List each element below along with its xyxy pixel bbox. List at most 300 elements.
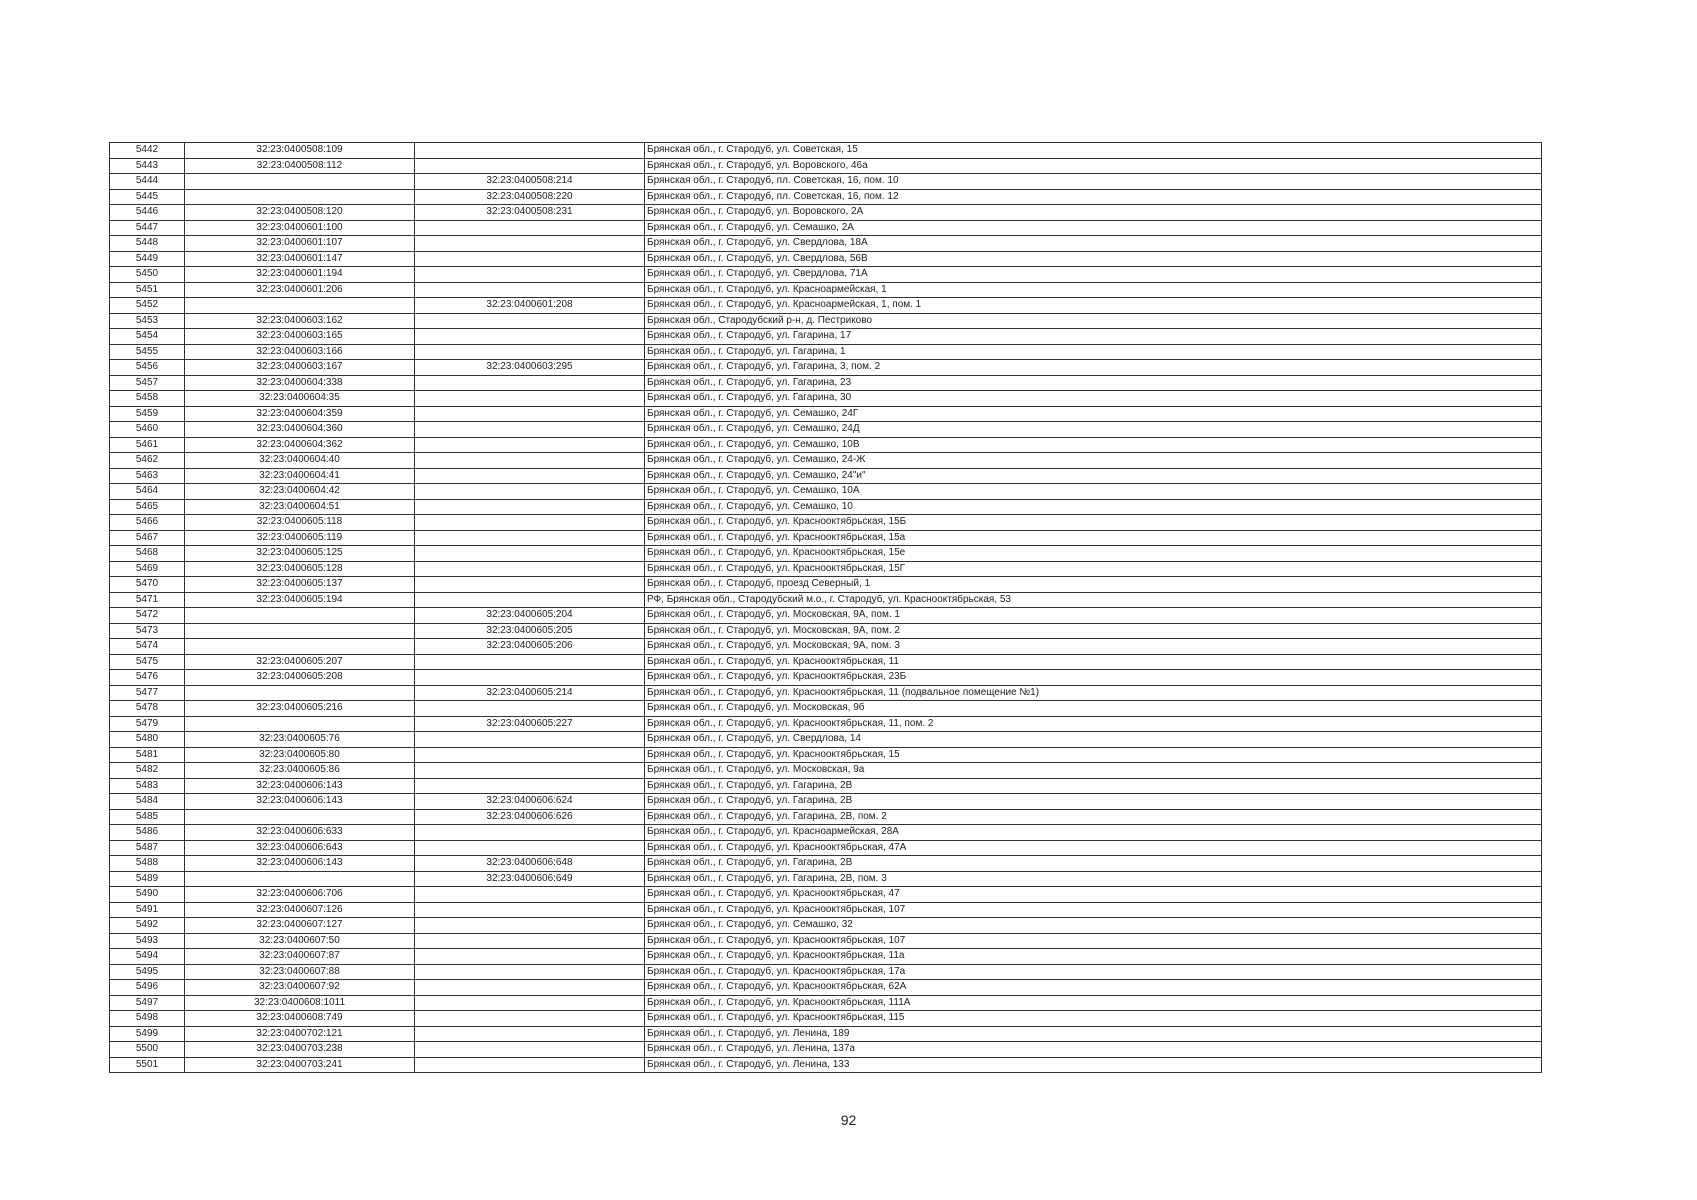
table-row — [110, 654, 1542, 670]
row-number-cell: 5459 — [110, 406, 185, 422]
cadastral-number-cell: 32:23:0400604:359 — [185, 406, 415, 422]
table-row — [110, 251, 1542, 267]
sub-cadastral-number-cell — [415, 267, 645, 283]
address-cell: Брянская обл., г. Стародуб, ул. Гагарина, 17 — [645, 329, 1542, 345]
cadastral-number-cell — [185, 871, 415, 887]
cadastral-number-cell: 32:23:0400508:120 — [185, 205, 415, 221]
row-number-cell: 5449 — [110, 251, 185, 267]
sub-cadastral-number-cell — [415, 251, 645, 267]
cadastral-number-cell: 32:23:0400605:86 — [185, 763, 415, 779]
sub-cadastral-number-cell — [415, 654, 645, 670]
cadastral-number-cell: 32:23:0400605:208 — [185, 670, 415, 686]
address-cell: Брянская обл., г. Стародуб, ул. Красноармейская, 1 — [645, 282, 1542, 298]
sub-cadastral-number-cell — [415, 484, 645, 500]
table-row — [110, 437, 1542, 453]
cadastral-number-cell: 32:23:0400703:241 — [185, 1057, 415, 1073]
cadastral-number-cell: 32:23:0400605:207 — [185, 654, 415, 670]
table-row — [110, 918, 1542, 934]
table-row — [110, 747, 1542, 763]
address-cell: Брянская обл., г. Стародуб, ул. Семашко, 10В — [645, 437, 1542, 453]
row-number-cell: 5472 — [110, 608, 185, 624]
row-number-cell: 5478 — [110, 701, 185, 717]
property-registry-table — [109, 142, 1542, 1073]
address-cell: Брянская обл., г. Стародуб, ул. Краснооктябрьская, 11 (подвальное помещение №1) — [645, 685, 1542, 701]
sub-cadastral-number-cell — [415, 1026, 645, 1042]
row-number-cell: 5455 — [110, 344, 185, 360]
table-row — [110, 887, 1542, 903]
sub-cadastral-number-cell — [415, 747, 645, 763]
cadastral-number-cell: 32:23:0400608:749 — [185, 1011, 415, 1027]
address-cell: Брянская обл., г. Стародуб, ул. Гагарина, 3, пом. 2 — [645, 360, 1542, 376]
table-row — [110, 794, 1542, 810]
table-row — [110, 1057, 1542, 1073]
sub-cadastral-number-cell: 32:23:0400606:648 — [415, 856, 645, 872]
table-row — [110, 484, 1542, 500]
cadastral-number-cell: 32:23:0400606:143 — [185, 794, 415, 810]
address-cell: Брянская обл., г. Стародуб, ул. Краснооктябрьская, 17а — [645, 964, 1542, 980]
address-cell: Брянская обл., г. Стародуб, ул. Московская, 9А, пом. 3 — [645, 639, 1542, 655]
cadastral-number-cell: 32:23:0400703:238 — [185, 1042, 415, 1058]
sub-cadastral-number-cell: 32:23:0400603:295 — [415, 360, 645, 376]
cadastral-number-cell: 32:23:0400605:76 — [185, 732, 415, 748]
sub-cadastral-number-cell — [415, 158, 645, 174]
table-row — [110, 422, 1542, 438]
sub-cadastral-number-cell — [415, 499, 645, 515]
cadastral-number-cell: 32:23:0400605:216 — [185, 701, 415, 717]
row-number-cell: 5501 — [110, 1057, 185, 1073]
row-number-cell: 5487 — [110, 840, 185, 856]
sub-cadastral-number-cell — [415, 530, 645, 546]
cadastral-number-cell: 32:23:0400601:107 — [185, 236, 415, 252]
address-cell: Брянская обл., г. Стародуб, ул. Воровского, 2А — [645, 205, 1542, 221]
cadastral-number-cell: 32:23:0400607:92 — [185, 980, 415, 996]
row-number-cell: 5444 — [110, 174, 185, 190]
table-row — [110, 623, 1542, 639]
row-number-cell: 5470 — [110, 577, 185, 593]
row-number-cell: 5451 — [110, 282, 185, 298]
address-cell: Брянская обл., г. Стародуб, ул. Московская, 9А, пом. 2 — [645, 623, 1542, 639]
table-row — [110, 468, 1542, 484]
row-number-cell: 5484 — [110, 794, 185, 810]
sub-cadastral-number-cell — [415, 561, 645, 577]
cadastral-number-cell: 32:23:0400608:1011 — [185, 995, 415, 1011]
sub-cadastral-number-cell — [415, 763, 645, 779]
cadastral-number-cell — [185, 639, 415, 655]
property-registry-body — [110, 143, 1542, 1073]
cadastral-number-cell: 32:23:0400606:143 — [185, 778, 415, 794]
sub-cadastral-number-cell: 32:23:0400508:220 — [415, 189, 645, 205]
table-row — [110, 158, 1542, 174]
cadastral-number-cell: 32:23:0400604:51 — [185, 499, 415, 515]
cadastral-number-cell: 32:23:0400606:706 — [185, 887, 415, 903]
address-cell: Брянская обл., г. Стародуб, ул. Краснооктябрьская, 107 — [645, 902, 1542, 918]
table-row — [110, 344, 1542, 360]
address-cell: Брянская обл., г. Стародуб, ул. Краснооктябрьская, 15е — [645, 546, 1542, 562]
sub-cadastral-number-cell: 32:23:0400605:214 — [415, 685, 645, 701]
sub-cadastral-number-cell — [415, 220, 645, 236]
table-row — [110, 143, 1542, 159]
sub-cadastral-number-cell — [415, 546, 645, 562]
row-number-cell: 5468 — [110, 546, 185, 562]
table-row — [110, 592, 1542, 608]
row-number-cell: 5458 — [110, 391, 185, 407]
row-number-cell: 5477 — [110, 685, 185, 701]
sub-cadastral-number-cell: 32:23:0400606:649 — [415, 871, 645, 887]
table-row — [110, 949, 1542, 965]
cadastral-number-cell — [185, 623, 415, 639]
row-number-cell: 5469 — [110, 561, 185, 577]
cadastral-number-cell — [185, 298, 415, 314]
row-number-cell: 5482 — [110, 763, 185, 779]
row-number-cell: 5488 — [110, 856, 185, 872]
address-cell: Брянская обл., г. Стародуб, ул. Гагарина, 2В — [645, 856, 1542, 872]
table-row — [110, 220, 1542, 236]
sub-cadastral-number-cell — [415, 313, 645, 329]
row-number-cell: 5499 — [110, 1026, 185, 1042]
table-row — [110, 189, 1542, 205]
cadastral-number-cell: 32:23:0400603:162 — [185, 313, 415, 329]
table-row — [110, 980, 1542, 996]
table-row — [110, 236, 1542, 252]
table-row — [110, 964, 1542, 980]
address-cell: Брянская обл., г. Стародуб, ул. Семашко, 10А — [645, 484, 1542, 500]
sub-cadastral-number-cell — [415, 391, 645, 407]
address-cell: Брянская обл., г. Стародуб, пл. Советская, 16, пом. 10 — [645, 174, 1542, 190]
table-row — [110, 174, 1542, 190]
table-row — [110, 871, 1542, 887]
table-row — [110, 360, 1542, 376]
row-number-cell: 5463 — [110, 468, 185, 484]
row-number-cell: 5473 — [110, 623, 185, 639]
address-cell: Брянская обл., г. Стародуб, ул. Московская, 9а — [645, 763, 1542, 779]
table-row — [110, 391, 1542, 407]
table-row — [110, 406, 1542, 422]
cadastral-number-cell: 32:23:0400605:125 — [185, 546, 415, 562]
row-number-cell: 5490 — [110, 887, 185, 903]
cadastral-number-cell: 32:23:0400604:42 — [185, 484, 415, 500]
address-cell: Брянская обл., г. Стародуб, ул. Семашко, 2А — [645, 220, 1542, 236]
row-number-cell: 5464 — [110, 484, 185, 500]
cadastral-number-cell: 32:23:0400604:360 — [185, 422, 415, 438]
address-cell: Брянская обл., г. Стародуб, ул. Краснооктябрьская, 115 — [645, 1011, 1542, 1027]
sub-cadastral-number-cell — [415, 282, 645, 298]
address-cell: Брянская обл., г. Стародуб, ул. Гагарина, 2В, пом. 3 — [645, 871, 1542, 887]
sub-cadastral-number-cell — [415, 887, 645, 903]
row-number-cell: 5476 — [110, 670, 185, 686]
table-row — [110, 515, 1542, 531]
row-number-cell: 5497 — [110, 995, 185, 1011]
sub-cadastral-number-cell — [415, 592, 645, 608]
table-row — [110, 530, 1542, 546]
cadastral-number-cell: 32:23:0400607:87 — [185, 949, 415, 965]
address-cell: Брянская обл., г. Стародуб, ул. Красноармейская, 28А — [645, 825, 1542, 841]
row-number-cell: 5462 — [110, 453, 185, 469]
cadastral-number-cell — [185, 685, 415, 701]
cadastral-number-cell: 32:23:0400605:119 — [185, 530, 415, 546]
table-row — [110, 499, 1542, 515]
address-cell: Брянская обл., г. Стародуб, ул. Воровского, 46а — [645, 158, 1542, 174]
sub-cadastral-number-cell — [415, 902, 645, 918]
cadastral-number-cell — [185, 716, 415, 732]
row-number-cell: 5467 — [110, 530, 185, 546]
row-number-cell: 5491 — [110, 902, 185, 918]
sub-cadastral-number-cell — [415, 670, 645, 686]
address-cell: Брянская обл., г. Стародуб, ул. Краснооктябрьская, 47А — [645, 840, 1542, 856]
address-cell: Брянская обл., г. Стародуб, ул. Краснооктябрьская, 47 — [645, 887, 1542, 903]
sub-cadastral-number-cell — [415, 980, 645, 996]
row-number-cell: 5483 — [110, 778, 185, 794]
table-row — [110, 639, 1542, 655]
table-row — [110, 933, 1542, 949]
row-number-cell: 5450 — [110, 267, 185, 283]
table-row — [110, 840, 1542, 856]
cadastral-number-cell — [185, 174, 415, 190]
cadastral-number-cell: 32:23:0400607:126 — [185, 902, 415, 918]
table-row — [110, 701, 1542, 717]
sub-cadastral-number-cell — [415, 515, 645, 531]
sub-cadastral-number-cell — [415, 778, 645, 794]
row-number-cell: 5481 — [110, 747, 185, 763]
table-row — [110, 375, 1542, 391]
sub-cadastral-number-cell — [415, 840, 645, 856]
cadastral-number-cell: 32:23:0400603:167 — [185, 360, 415, 376]
row-number-cell: 5492 — [110, 918, 185, 934]
cadastral-number-cell: 32:23:0400607:88 — [185, 964, 415, 980]
address-cell: Брянская обл., г. Стародуб, ул. Краснооктябрьская, 15а — [645, 530, 1542, 546]
row-number-cell: 5454 — [110, 329, 185, 345]
sub-cadastral-number-cell — [415, 701, 645, 717]
row-number-cell: 5456 — [110, 360, 185, 376]
cadastral-number-cell: 32:23:0400601:194 — [185, 267, 415, 283]
sub-cadastral-number-cell — [415, 1011, 645, 1027]
row-number-cell: 5445 — [110, 189, 185, 205]
address-cell: Брянская обл., г. Стародуб, ул. Краснооктябрьская, 62А — [645, 980, 1542, 996]
address-cell: Брянская обл., г. Стародуб, ул. Гагарина, 2В — [645, 778, 1542, 794]
table-row — [110, 298, 1542, 314]
table-row — [110, 608, 1542, 624]
table-row — [110, 313, 1542, 329]
sub-cadastral-number-cell — [415, 577, 645, 593]
sub-cadastral-number-cell — [415, 143, 645, 159]
sub-cadastral-number-cell: 32:23:0400605:206 — [415, 639, 645, 655]
cadastral-number-cell: 32:23:0400702:121 — [185, 1026, 415, 1042]
row-number-cell: 5457 — [110, 375, 185, 391]
sub-cadastral-number-cell — [415, 422, 645, 438]
sub-cadastral-number-cell: 32:23:0400605:205 — [415, 623, 645, 639]
address-cell: Брянская обл., г. Стародуб, ул. Ленина, 133 — [645, 1057, 1542, 1073]
address-cell: Брянская обл., Стародубский р-н, д. Пестриково — [645, 313, 1542, 329]
address-cell: Брянская обл., г. Стародуб, ул. Семашко, 24Д — [645, 422, 1542, 438]
cadastral-number-cell — [185, 608, 415, 624]
row-number-cell: 5465 — [110, 499, 185, 515]
sub-cadastral-number-cell: 32:23:0400508:231 — [415, 205, 645, 221]
sub-cadastral-number-cell — [415, 918, 645, 934]
sub-cadastral-number-cell: 32:23:0400601:208 — [415, 298, 645, 314]
cadastral-number-cell — [185, 809, 415, 825]
sub-cadastral-number-cell — [415, 825, 645, 841]
sub-cadastral-number-cell — [415, 236, 645, 252]
address-cell: Брянская обл., г. Стародуб, ул. Семашко, 24-Ж — [645, 453, 1542, 469]
table-row — [110, 732, 1542, 748]
address-cell: Брянская обл., г. Стародуб, ул. Свердлова, 18А — [645, 236, 1542, 252]
row-number-cell: 5443 — [110, 158, 185, 174]
row-number-cell: 5475 — [110, 654, 185, 670]
cadastral-number-cell: 32:23:0400604:35 — [185, 391, 415, 407]
address-cell: Брянская обл., г. Стародуб, ул. Свердлова, 56В — [645, 251, 1542, 267]
row-number-cell: 5493 — [110, 933, 185, 949]
row-number-cell: 5486 — [110, 825, 185, 841]
row-number-cell: 5495 — [110, 964, 185, 980]
address-cell: Брянская обл., г. Стародуб, проезд Северный, 1 — [645, 577, 1542, 593]
sub-cadastral-number-cell: 32:23:0400606:626 — [415, 809, 645, 825]
table-row — [110, 1026, 1542, 1042]
cadastral-number-cell: 32:23:0400607:127 — [185, 918, 415, 934]
address-cell: Брянская обл., г. Стародуб, ул. Советская, 15 — [645, 143, 1542, 159]
table-row — [110, 577, 1542, 593]
table-row — [110, 1042, 1542, 1058]
table-row — [110, 809, 1542, 825]
address-cell: Брянская обл., г. Стародуб, ул. Свердлова, 14 — [645, 732, 1542, 748]
row-number-cell: 5461 — [110, 437, 185, 453]
row-number-cell: 5479 — [110, 716, 185, 732]
cadastral-number-cell: 32:23:0400603:165 — [185, 329, 415, 345]
table-row — [110, 685, 1542, 701]
address-cell: Брянская обл., г. Стародуб, ул. Красноармейская, 1, пом. 1 — [645, 298, 1542, 314]
sub-cadastral-number-cell — [415, 949, 645, 965]
sub-cadastral-number-cell — [415, 468, 645, 484]
row-number-cell: 5446 — [110, 205, 185, 221]
address-cell: Брянская обл., г. Стародуб, ул. Краснооктябрьская, 23Б — [645, 670, 1542, 686]
sub-cadastral-number-cell — [415, 406, 645, 422]
row-number-cell: 5474 — [110, 639, 185, 655]
cadastral-number-cell: 32:23:0400606:633 — [185, 825, 415, 841]
address-cell: Брянская обл., г. Стародуб, ул. Гагарина, 1 — [645, 344, 1542, 360]
row-number-cell: 5489 — [110, 871, 185, 887]
table-row — [110, 1011, 1542, 1027]
sub-cadastral-number-cell — [415, 732, 645, 748]
sub-cadastral-number-cell — [415, 329, 645, 345]
cadastral-number-cell: 32:23:0400601:206 — [185, 282, 415, 298]
address-cell: Брянская обл., г. Стародуб, пл. Советская, 16, пом. 12 — [645, 189, 1542, 205]
cadastral-number-cell: 32:23:0400604:362 — [185, 437, 415, 453]
cadastral-number-cell: 32:23:0400605:137 — [185, 577, 415, 593]
cadastral-number-cell: 32:23:0400601:100 — [185, 220, 415, 236]
row-number-cell: 5496 — [110, 980, 185, 996]
page-number: 92 — [840, 1112, 857, 1128]
cadastral-number-cell: 32:23:0400605:194 — [185, 592, 415, 608]
table-row — [110, 763, 1542, 779]
address-cell: Брянская обл., г. Стародуб, ул. Краснооктябрьская, 11, пом. 2 — [645, 716, 1542, 732]
cadastral-number-cell — [185, 189, 415, 205]
table-row — [110, 902, 1542, 918]
address-cell: Брянская обл., г. Стародуб, ул. Московская, 9б — [645, 701, 1542, 717]
row-number-cell: 5471 — [110, 592, 185, 608]
cadastral-number-cell: 32:23:0400606:643 — [185, 840, 415, 856]
row-number-cell: 5460 — [110, 422, 185, 438]
cadastral-number-cell: 32:23:0400605:128 — [185, 561, 415, 577]
row-number-cell: 5480 — [110, 732, 185, 748]
sub-cadastral-number-cell — [415, 1057, 645, 1073]
cadastral-number-cell: 32:23:0400508:112 — [185, 158, 415, 174]
table-row — [110, 716, 1542, 732]
cadastral-number-cell: 32:23:0400601:147 — [185, 251, 415, 267]
row-number-cell: 5452 — [110, 298, 185, 314]
row-number-cell: 5466 — [110, 515, 185, 531]
sub-cadastral-number-cell — [415, 1042, 645, 1058]
table-row — [110, 453, 1542, 469]
address-cell: Брянская обл., г. Стародуб, ул. Московская, 9А, пом. 1 — [645, 608, 1542, 624]
table-row — [110, 856, 1542, 872]
address-cell: Брянская обл., г. Стародуб, ул. Гагарина, 2В, пом. 2 — [645, 809, 1542, 825]
row-number-cell: 5494 — [110, 949, 185, 965]
cadastral-number-cell: 32:23:0400606:143 — [185, 856, 415, 872]
table-row — [110, 825, 1542, 841]
row-number-cell: 5498 — [110, 1011, 185, 1027]
sub-cadastral-number-cell: 32:23:0400508:214 — [415, 174, 645, 190]
sub-cadastral-number-cell: 32:23:0400606:624 — [415, 794, 645, 810]
address-cell: Брянская обл., г. Стародуб, ул. Гагарина, 2В — [645, 794, 1542, 810]
cadastral-number-cell: 32:23:0400603:166 — [185, 344, 415, 360]
cadastral-number-cell: 32:23:0400605:80 — [185, 747, 415, 763]
table-row — [110, 561, 1542, 577]
address-cell: Брянская обл., г. Стародуб, ул. Краснооктябрьская, 15Г — [645, 561, 1542, 577]
sub-cadastral-number-cell — [415, 344, 645, 360]
address-cell: Брянская обл., г. Стародуб, ул. Гагарина, 30 — [645, 391, 1542, 407]
address-cell: Брянская обл., г. Стародуб, ул. Краснооктябрьская, 11 — [645, 654, 1542, 670]
cadastral-number-cell: 32:23:0400604:338 — [185, 375, 415, 391]
address-cell: Брянская обл., г. Стародуб, ул. Гагарина, 23 — [645, 375, 1542, 391]
address-cell: Брянская обл., г. Стародуб, ул. Краснооктябрьская, 107 — [645, 933, 1542, 949]
address-cell: Брянская обл., г. Стародуб, ул. Краснооктябрьская, 15 — [645, 747, 1542, 763]
address-cell: Брянская обл., г. Стародуб, ул. Семашко, 32 — [645, 918, 1542, 934]
address-cell: Брянская обл., г. Стародуб, ул. Семашко, 24Г — [645, 406, 1542, 422]
table-row — [110, 329, 1542, 345]
table-row — [110, 546, 1542, 562]
address-cell: Брянская обл., г. Стародуб, ул. Семашко, 10 — [645, 499, 1542, 515]
cadastral-number-cell: 32:23:0400607:50 — [185, 933, 415, 949]
table-row — [110, 778, 1542, 794]
table-row — [110, 282, 1542, 298]
sub-cadastral-number-cell — [415, 995, 645, 1011]
cadastral-number-cell: 32:23:0400604:41 — [185, 468, 415, 484]
address-cell: РФ, Брянская обл., Стародубский м.о., г. Стародуб, ул. Краснооктябрьская, 53 — [645, 592, 1542, 608]
sub-cadastral-number-cell: 32:23:0400605:204 — [415, 608, 645, 624]
sub-cadastral-number-cell — [415, 453, 645, 469]
table-row — [110, 267, 1542, 283]
address-cell: Брянская обл., г. Стародуб, ул. Краснооктябрьская, 111А — [645, 995, 1542, 1011]
row-number-cell: 5442 — [110, 143, 185, 159]
address-cell: Брянская обл., г. Стародуб, ул. Краснооктябрьская, 11а — [645, 949, 1542, 965]
table-row — [110, 205, 1542, 221]
table-row — [110, 995, 1542, 1011]
sub-cadastral-number-cell — [415, 437, 645, 453]
address-cell: Брянская обл., г. Стародуб, ул. Ленина, 189 — [645, 1026, 1542, 1042]
sub-cadastral-number-cell — [415, 933, 645, 949]
cadastral-number-cell: 32:23:0400508:109 — [185, 143, 415, 159]
address-cell: Брянская обл., г. Стародуб, ул. Свердлова, 71А — [645, 267, 1542, 283]
address-cell: Брянская обл., г. Стародуб, ул. Краснооктябрьская, 15Б — [645, 515, 1542, 531]
sub-cadastral-number-cell — [415, 375, 645, 391]
sub-cadastral-number-cell: 32:23:0400605:227 — [415, 716, 645, 732]
address-cell: Брянская обл., г. Стародуб, ул. Семашко, 24"и" — [645, 468, 1542, 484]
address-cell: Брянская обл., г. Стародуб, ул. Ленина, 137а — [645, 1042, 1542, 1058]
row-number-cell: 5453 — [110, 313, 185, 329]
row-number-cell: 5447 — [110, 220, 185, 236]
cadastral-number-cell: 32:23:0400604:40 — [185, 453, 415, 469]
sub-cadastral-number-cell — [415, 964, 645, 980]
row-number-cell: 5500 — [110, 1042, 185, 1058]
row-number-cell: 5448 — [110, 236, 185, 252]
